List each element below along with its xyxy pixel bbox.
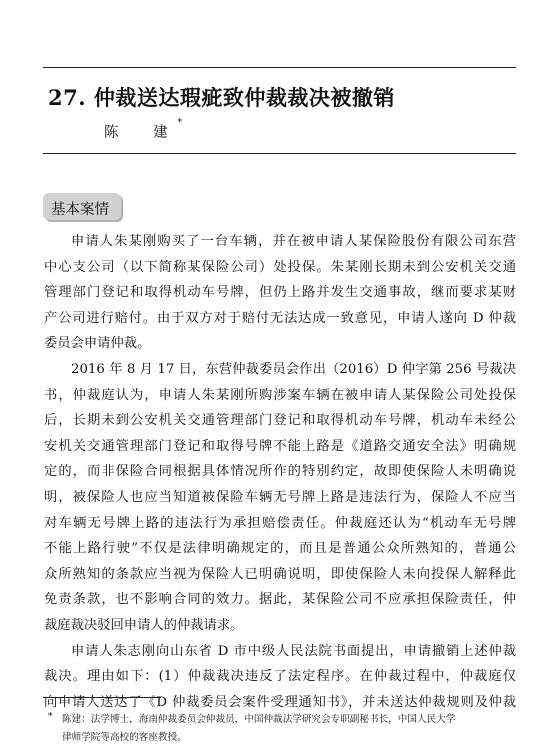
body-line: 委员会申请仲裁。 (44, 336, 151, 352)
body-line: 申请人朱某刚购买了一台车辆，并在被申请人某保险股份有限公司东营 (71, 234, 516, 249)
footnote-mark: * (48, 712, 53, 722)
body-line: 产公司进行赔付。由于双方对于赔付无法达成一致意见，申请人遂向 D 仲裁 (44, 310, 516, 326)
body-line: 裁庭裁决驳回申请人的仲裁请求。 (44, 617, 244, 633)
author-name-text: 陈 建 (104, 125, 178, 141)
top-rule (43, 67, 516, 68)
body-line: 对车辆无号牌上路的违法行为承担赔偿责任。仲裁庭还认为“机动车无号牌 (44, 515, 516, 531)
footnote-line: 律师学院等高校的客座教授。 (62, 732, 187, 743)
body-line: 免责条款，也不影响合同的效力。据此，某保险公司不应承担保险责任，仲 (44, 592, 516, 608)
body-line: 后，长期未到公安机关交通管理部门登记和取得机动车号牌，机动车未经公 (44, 413, 516, 429)
body-line: 定的，而非保险合同根据具体情况所作的特别约定，故即使保险人未明确说 (44, 464, 516, 480)
header-bottom-rule (43, 153, 516, 154)
body-line: 众所熟知的条款应当视为保险人已明确说明，即使保险人未向投保人解释此 (44, 566, 516, 582)
footnote-line: 陈建：法学博士，海南仲裁委员会仲裁员，中国仲裁法学研究会专职副秘书长，中国人民大学 (62, 714, 456, 725)
footnote (62, 711, 522, 747)
article-title: 27. 仲裁送达瑕疵致仲裁裁决被撤销 (48, 85, 395, 110)
body-line: 申请人朱志刚向山东省 D 市中级人民法院书面提出，申请撤销上述仲裁 (71, 643, 516, 659)
body-text (44, 229, 516, 715)
body-line: 中心支公司（以下简称某保险公司）处投保。朱某刚长期未到公安机关交通 (44, 259, 516, 275)
body-line: 不能上路行驶”不仅是法律明确规定的，而且是普通公众所熟知的，普通公 (44, 541, 516, 557)
author-footnote-mark: * (177, 118, 182, 128)
body-line: 书，仲裁庭认为，申请人朱某刚所购涉案车辆在被申请人某保险公司处投保 (44, 387, 516, 403)
body-line: 明，被保险人也应当知道被保险车辆无号牌上路是违法行为，保险人不应当 (44, 489, 516, 505)
body-line: 裁决。理由如下：(1）仲裁裁决违反了法定程序。在仲裁过程中，仲裁庭仅 (44, 669, 516, 685)
footnote-rule (43, 697, 161, 698)
body-line: 管理部门登记和取得机动车号牌，但仍上路并发生交通事故，继而要求某财 (44, 285, 516, 301)
section-heading-label: 基本案情 (51, 202, 109, 218)
body-line: 向申请人送达了《D 仲裁委员会案件受理通知书》，并未送达仲裁规则及仲裁 (44, 694, 516, 710)
body-line: 2016 年 8 月 17 日，东营仲裁委员会作出（2016）D 仲字第 256 号裁决 (71, 361, 516, 377)
body-line: 安机关交通管理部门登记和取得号牌不能上路是《道路交通安全法》明确规 (44, 438, 516, 454)
author-name (104, 118, 182, 142)
section-heading-badge (43, 193, 121, 220)
